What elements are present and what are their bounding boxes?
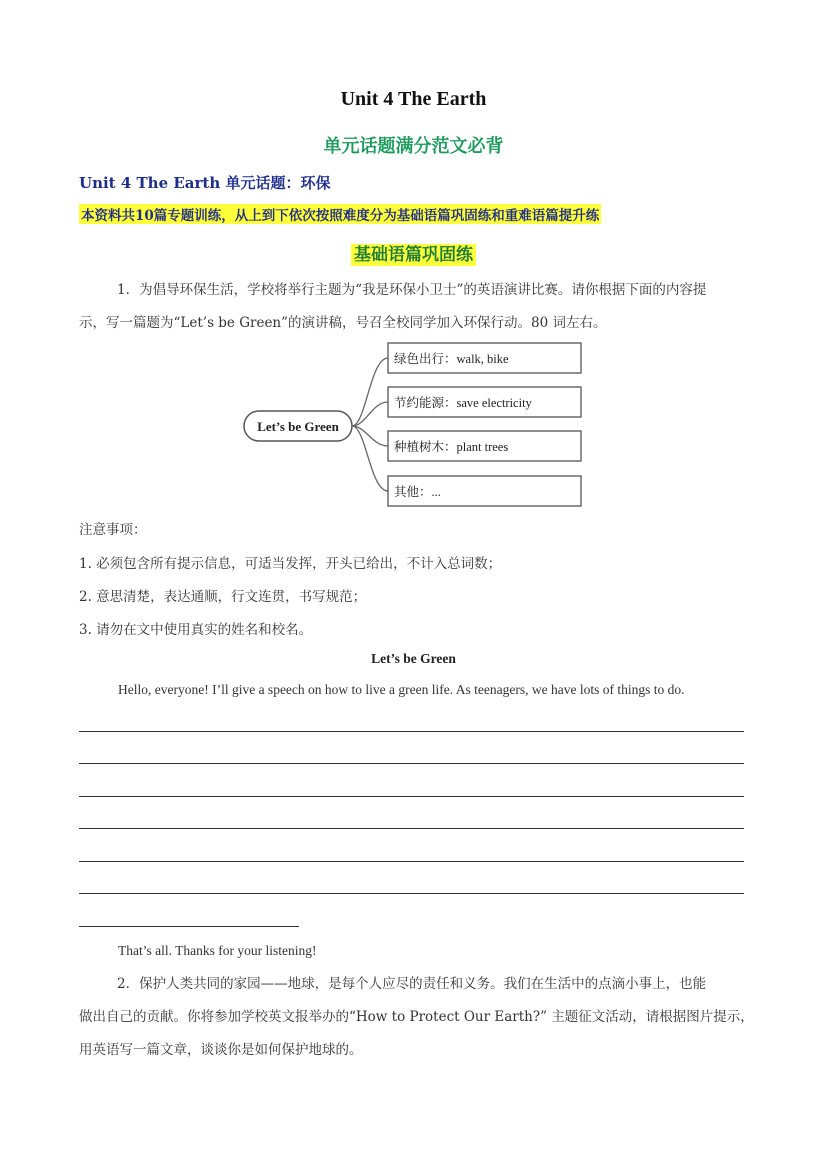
mind-map-branch-label: 绿色出行：walk, bike — [394, 352, 509, 366]
q2-prompt — [79, 968, 754, 1067]
topic-line: Unit 4 The Earth 单元话题：环保 — [79, 174, 331, 192]
essay-opening: Hello, everyone! I’ll give a speech on how to live a green life. As teenagers, we have lots of things to do. — [118, 682, 685, 697]
mind-map-branch-label: 节约能源：save electricity — [394, 396, 532, 410]
note-item: 3. 请勿在文中使用真实的姓名和校名。 — [79, 622, 313, 638]
mind-map-branch-label: 其他：... — [394, 485, 441, 499]
section-heading-text: 基础语篇巩固练 — [351, 244, 476, 266]
essay-title: Let’s be Green — [371, 651, 456, 666]
intro-note: 本资料共10篇专题训练，从上到下依次按照难度分为基础语篇巩固练和重难语篇提升练 — [79, 204, 601, 224]
answer-line[interactable] — [79, 926, 299, 927]
answer-line[interactable] — [79, 828, 744, 829]
mind-map-branch-label: 种植树木：plant trees — [394, 440, 509, 454]
mind-map-connector — [352, 426, 388, 491]
q2-line2: 做出自己的贡献。你将参加学校英文报举办的“How to Protect Our Earth?” 主题征文活动，请根据图片提示， — [79, 1009, 754, 1025]
q1-prompt — [79, 274, 747, 340]
page-subtitle: 单元话题满分范文必背 — [323, 136, 504, 157]
answer-line[interactable] — [79, 893, 744, 894]
q2-line1: 2．保护人类共同的家园——地球，是每个人应尽的责任和义务。我们在生活中的点滴小事上，也能 — [117, 976, 707, 992]
mind-map-connector — [352, 358, 388, 426]
page-title: Unit 4 The Earth — [340, 88, 487, 110]
note-item: 2. 意思清楚，表达通顺，行文连贯，书写规范； — [79, 589, 367, 605]
q2-line3: 用英语写一篇文章，谈谈你是如何保护地球的。 — [79, 1042, 363, 1058]
mind-map-center-label: Let’s be Green — [257, 419, 339, 434]
section-heading — [0, 240, 827, 265]
note-item: 1. 必须包含所有提示信息，可适当发挥，开头已给出，不计入总词数； — [79, 556, 502, 572]
mind-map — [238, 340, 588, 510]
answer-line[interactable] — [79, 861, 744, 862]
essay-closing: That’s all. Thanks for your listening! — [118, 943, 317, 958]
answer-line[interactable] — [79, 731, 744, 732]
q1-prompt-line2: 示，写一篇题为“Let’s be Green”的演讲稿，号召全校同学加入环保行动。80 词左右。 — [79, 315, 607, 331]
answer-line[interactable] — [79, 763, 744, 764]
answer-line[interactable] — [79, 796, 744, 797]
notes-heading: 注意事项： — [79, 522, 147, 538]
q1-prompt-line1: 1．为倡导环保生活，学校将举行主题为“我是环保小卫士”的英语演讲比赛。请你根据下面的内容提 — [117, 282, 707, 298]
